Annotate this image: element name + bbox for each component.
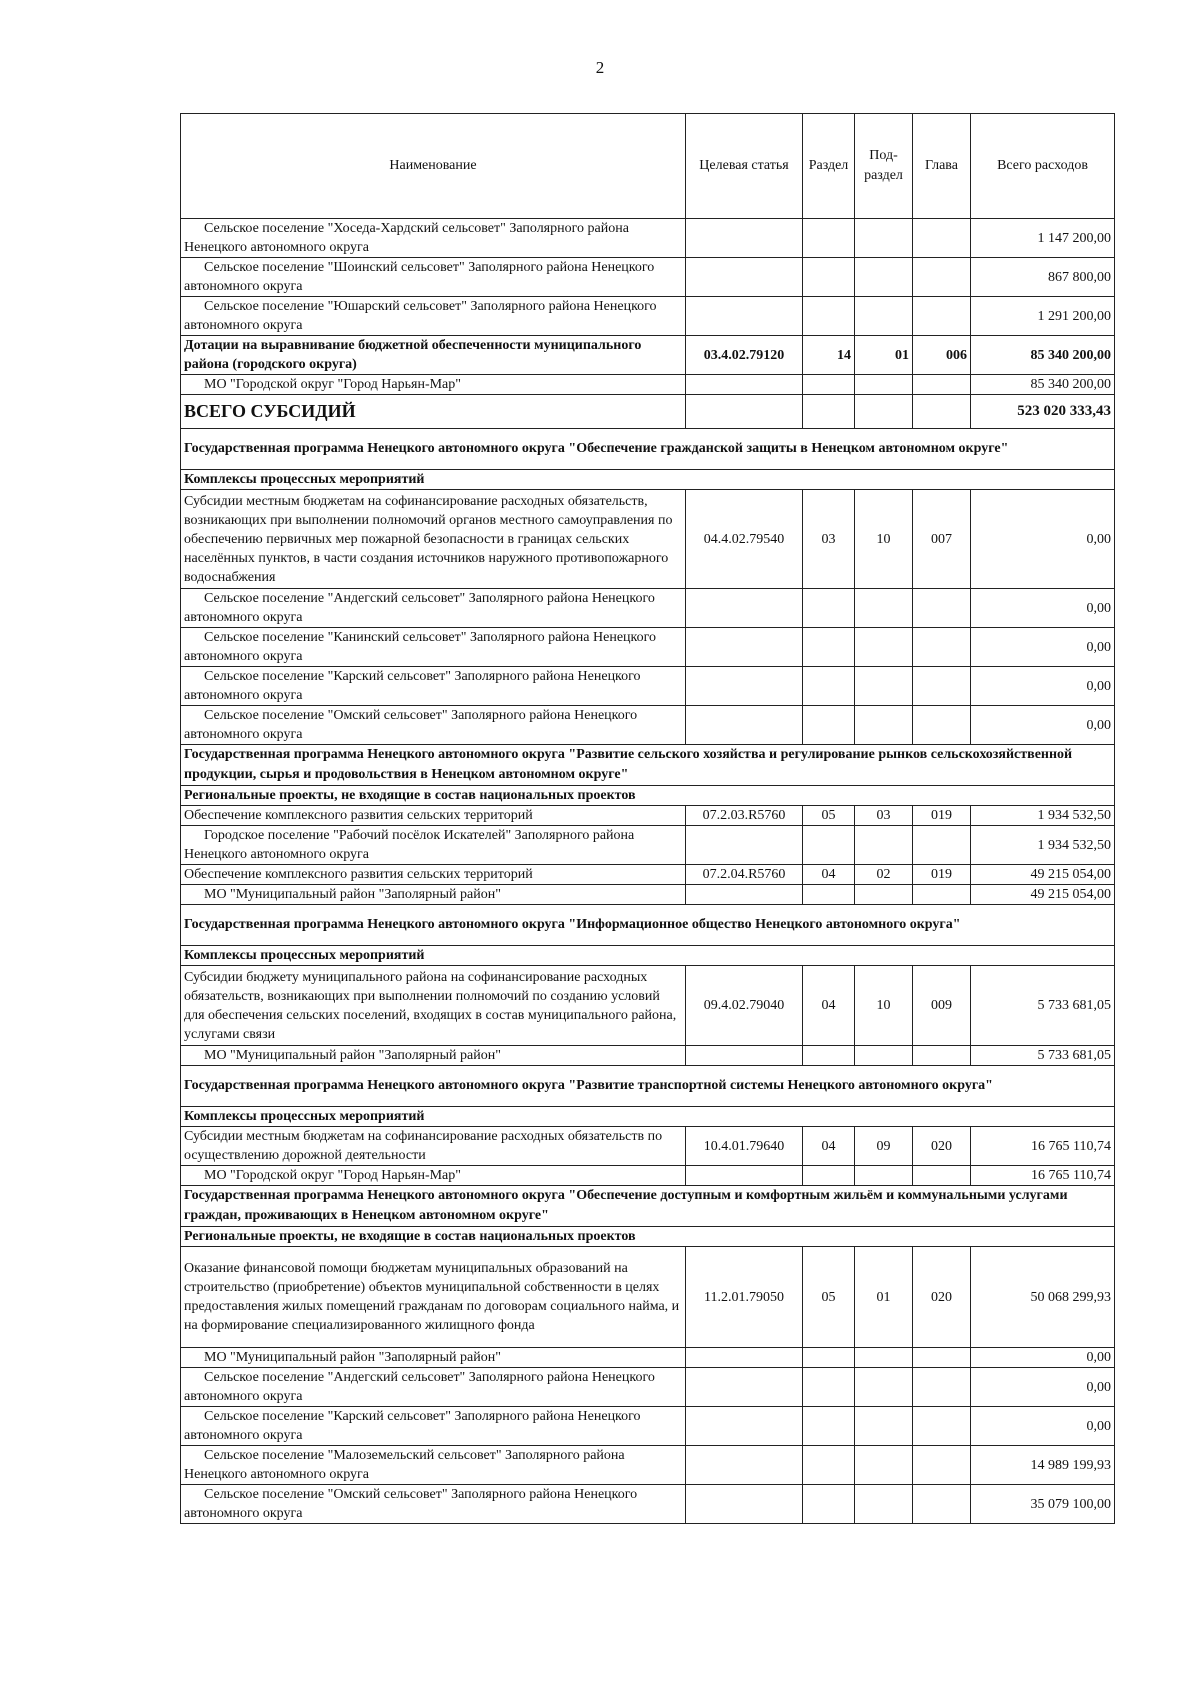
row-subsection [855, 667, 913, 706]
row-name: Сельское поселение "Омский сельсовет" Заполярного района Ненецкого автономного округа [184, 708, 638, 742]
row-subsection: 01 [855, 1247, 913, 1348]
row-name: Оказание финансовой помощи бюджетам муниципальных образований на строительство (приобретение) объектов муниципальной собственности в целях предоставления жилых помещений гражданам по договорам социального найма, и на формирование специализированного жилищного фонда [181, 1247, 686, 1348]
page-number: 2 [595, 58, 605, 77]
table-row [181, 885, 1115, 905]
table-header-row [181, 114, 1115, 219]
subsection-row [181, 946, 1115, 966]
row-section: 14 [803, 336, 855, 375]
row-chapter: 020 [913, 1127, 971, 1166]
table-row [181, 865, 1115, 885]
row-total: 49 215 054,00 [971, 885, 1115, 905]
row-target [686, 667, 803, 706]
row-name: Сельское поселение "Юшарский сельсовет" Заполярного района Ненецкого автономного округа [184, 299, 657, 333]
row-chapter [913, 706, 971, 745]
row-total: 0,00 [971, 1407, 1115, 1446]
row-name: Сельское поселение "Малоземельский сельсовет" Заполярного района Ненецкого автономного округа [184, 1448, 625, 1482]
row-subsection: 01 [855, 336, 913, 375]
row-total: 0,00 [971, 490, 1115, 589]
table-row [181, 589, 1115, 628]
table-row [181, 1348, 1115, 1368]
row-total: 16 765 110,74 [971, 1127, 1115, 1166]
table-row [181, 219, 1115, 258]
row-chapter [913, 1046, 971, 1066]
row-target [686, 297, 803, 336]
row-total: 0,00 [971, 628, 1115, 667]
table-row [181, 667, 1115, 706]
subsection-row [181, 1107, 1115, 1127]
row-section [803, 1368, 855, 1407]
row-target: 07.2.03.R5760 [686, 806, 803, 826]
row-total: 1 934 532,50 [971, 826, 1115, 865]
row-section [803, 375, 855, 395]
row-subsection [855, 1446, 913, 1485]
table-row [181, 806, 1115, 826]
row-section [803, 395, 855, 429]
row-name: Сельское поселение "Карский сельсовет" Заполярного района Ненецкого автономного округа [184, 1409, 641, 1443]
row-chapter [913, 395, 971, 429]
row-target [686, 258, 803, 297]
table-row [181, 966, 1115, 1046]
header-subsection: Под-раздел [855, 114, 913, 219]
table-row [181, 375, 1115, 395]
row-total: 0,00 [971, 589, 1115, 628]
row-total: 5 733 681,05 [971, 1046, 1115, 1066]
row-chapter [913, 1348, 971, 1368]
row-name: Сельское поселение "Карский сельсовет" Заполярного района Ненецкого автономного округа [184, 669, 641, 703]
row-name: Сельское поселение "Андегский сельсовет" Заполярного района Ненецкого автономного округа [184, 1370, 655, 1404]
row-total: 85 340 200,00 [971, 336, 1115, 375]
table-row [181, 258, 1115, 297]
row-target [686, 1368, 803, 1407]
row-chapter [913, 885, 971, 905]
row-subsection [855, 375, 913, 395]
row-total: 0,00 [971, 1348, 1115, 1368]
row-name: МО "Муниципальный район "Заполярный район" [204, 1048, 501, 1063]
row-section [803, 219, 855, 258]
row-target [686, 628, 803, 667]
row-section [803, 1485, 855, 1524]
table-row [181, 1368, 1115, 1407]
table-row [181, 706, 1115, 745]
row-section [803, 1348, 855, 1368]
row-name: МО "Городской округ "Город Нарьян-Мар" [204, 377, 461, 392]
row-target [686, 589, 803, 628]
header-chapter: Глава [913, 114, 971, 219]
row-section [803, 1446, 855, 1485]
row-total: 523 020 333,43 [971, 395, 1115, 429]
row-section: 05 [803, 806, 855, 826]
row-section [803, 706, 855, 745]
row-section [803, 628, 855, 667]
table-row [181, 1407, 1115, 1446]
row-subsection [855, 1485, 913, 1524]
row-target [686, 395, 803, 429]
program-title: Государственная программа Ненецкого автономного округа "Развитие транспортной системы Ненецкого автономного округа" [181, 1066, 1115, 1107]
row-target [686, 826, 803, 865]
row-subsection [855, 1348, 913, 1368]
row-name: МО "Муниципальный район "Заполярный район" [204, 887, 501, 902]
row-section [803, 1407, 855, 1446]
row-name: Субсидии бюджету муниципального района на софинансирование расходных обязательств, возникающих при выполнении полномочий по созданию условий для обеспечения сельских поселений, входящих в состав муниципального района, услугами связи [181, 966, 686, 1046]
program-title: Государственная программа Ненецкого автономного округа "Обеспечение гражданской защиты в Ненецком автономном округе" [181, 429, 1115, 470]
row-chapter [913, 1446, 971, 1485]
row-name: Дотации на выравнивание бюджетной обеспеченности муниципального района (городского округа) [181, 336, 686, 375]
row-target [686, 375, 803, 395]
header-section: Раздел [803, 114, 855, 219]
row-target [686, 885, 803, 905]
row-target [686, 1407, 803, 1446]
header-target: Целевая статья [686, 114, 803, 219]
row-section [803, 667, 855, 706]
row-subsection [855, 826, 913, 865]
row-target [686, 1446, 803, 1485]
row-name: Сельское поселение "Канинский сельсовет" Заполярного района Ненецкого автономного округа [184, 630, 657, 664]
table-row [181, 826, 1115, 865]
row-chapter [913, 375, 971, 395]
row-subsection: 10 [855, 966, 913, 1046]
row-subsection: 03 [855, 806, 913, 826]
row-section: 05 [803, 1247, 855, 1348]
row-chapter: 019 [913, 865, 971, 885]
row-target [686, 1348, 803, 1368]
row-section: 03 [803, 490, 855, 589]
row-target: 04.4.02.79540 [686, 490, 803, 589]
row-name: Субсидии местным бюджетам на софинансирование расходных обязательств по осуществлению дорожной деятельности [181, 1127, 686, 1166]
header-name: Наименование [181, 114, 686, 219]
row-subsection [855, 1166, 913, 1186]
row-chapter: 020 [913, 1247, 971, 1348]
row-total: 14 989 199,93 [971, 1446, 1115, 1485]
row-name: Сельское поселение "Андегский сельсовет" Заполярного района Ненецкого автономного округа [184, 591, 655, 625]
row-chapter [913, 628, 971, 667]
table-row [181, 1127, 1115, 1166]
table-row [181, 1166, 1115, 1186]
row-section [803, 1046, 855, 1066]
row-section: 04 [803, 966, 855, 1046]
row-total: 1 147 200,00 [971, 219, 1115, 258]
row-total: 0,00 [971, 1368, 1115, 1407]
row-subsection [855, 589, 913, 628]
row-total: 85 340 200,00 [971, 375, 1115, 395]
row-target: 07.2.04.R5760 [686, 865, 803, 885]
row-section: 04 [803, 865, 855, 885]
table-row [181, 336, 1115, 375]
header-total: Всего расходов [971, 114, 1115, 219]
row-subsection [855, 297, 913, 336]
subsection-title: Комплексы процессных мероприятий [181, 946, 1115, 966]
row-name: Обеспечение комплексного развития сельских территорий [181, 806, 686, 826]
row-target [686, 1166, 803, 1186]
table-row [181, 1485, 1115, 1524]
table-row [181, 628, 1115, 667]
row-target [686, 219, 803, 258]
row-target: 11.2.01.79050 [686, 1247, 803, 1348]
row-chapter [913, 589, 971, 628]
row-chapter: 007 [913, 490, 971, 589]
row-section [803, 297, 855, 336]
program-header-row [181, 1186, 1115, 1227]
table-row [181, 490, 1115, 589]
row-total: 35 079 100,00 [971, 1485, 1115, 1524]
program-header-row [181, 1066, 1115, 1107]
row-section [803, 258, 855, 297]
row-chapter [913, 258, 971, 297]
row-subsection [855, 395, 913, 429]
row-section [803, 589, 855, 628]
program-title: Государственная программа Ненецкого автономного округа "Обеспечение доступным и комфортным жильём и коммунальными услугами граждан, проживающих в Ненецком автономном округе" [181, 1186, 1115, 1227]
program-title: Государственная программа Ненецкого автономного округа "Развитие сельского хозяйства и регулирование рынков сельскохозяйственной продукции, сырья и продовольствия в Ненецком автономном округе" [181, 745, 1115, 786]
row-chapter [913, 297, 971, 336]
row-total: 0,00 [971, 667, 1115, 706]
subsection-title: Региональные проекты, не входящие в состав национальных проектов [181, 786, 1115, 806]
subsection-title: Комплексы процессных мероприятий [181, 1107, 1115, 1127]
row-subsection [855, 1407, 913, 1446]
row-total: 1 934 532,50 [971, 806, 1115, 826]
row-chapter: 006 [913, 336, 971, 375]
row-chapter [913, 1407, 971, 1446]
row-total: 5 733 681,05 [971, 966, 1115, 1046]
subsection-row [181, 1227, 1115, 1247]
row-name: Городское поселение "Рабочий посёлок Искателей" Заполярного района Ненецкого автономного округа [184, 828, 635, 862]
row-subsection: 10 [855, 490, 913, 589]
row-subsection [855, 219, 913, 258]
row-section [803, 1166, 855, 1186]
table-row [181, 1046, 1115, 1066]
row-chapter [913, 667, 971, 706]
row-total: 0,00 [971, 706, 1115, 745]
program-header-row [181, 905, 1115, 946]
row-name: МО "Городской округ "Город Нарьян-Мар" [204, 1168, 461, 1183]
subsection-row [181, 470, 1115, 490]
row-chapter [913, 1166, 971, 1186]
table-row [181, 297, 1115, 336]
row-chapter [913, 219, 971, 258]
row-total: 50 068 299,93 [971, 1247, 1115, 1348]
subsection-title: Региональные проекты, не входящие в состав национальных проектов [181, 1227, 1115, 1247]
row-target [686, 1485, 803, 1524]
row-chapter [913, 1485, 971, 1524]
row-subsection: 09 [855, 1127, 913, 1166]
row-name: Сельское поселение "Хоседа-Хардский сельсовет" Заполярного района Ненецкого автономного округа [184, 221, 629, 255]
table-row-total-subsidies [181, 395, 1115, 429]
row-subsection [855, 1368, 913, 1407]
row-subsection: 02 [855, 865, 913, 885]
row-name: Сельское поселение "Омский сельсовет" Заполярного района Ненецкого автономного округа [184, 1487, 638, 1521]
row-chapter: 009 [913, 966, 971, 1046]
program-title: Государственная программа Ненецкого автономного округа "Информационное общество Ненецкого автономного округа" [181, 905, 1115, 946]
row-name: Обеспечение комплексного развития сельских территорий [181, 865, 686, 885]
row-target: 03.4.02.79120 [686, 336, 803, 375]
row-section: 04 [803, 1127, 855, 1166]
row-target: 10.4.01.79640 [686, 1127, 803, 1166]
row-target [686, 1046, 803, 1066]
row-total: 1 291 200,00 [971, 297, 1115, 336]
row-name: Субсидии местным бюджетам на софинансирование расходных обязательств, возникающих при выполнении полномочий органов местного самоуправления по обеспечению первичных мер пожарной безопасности в границах сельских населённых пунктов, в части создания источников наружного противопожарного водоснабжения [181, 490, 686, 589]
row-target [686, 706, 803, 745]
subsection-title: Комплексы процессных мероприятий [181, 470, 1115, 490]
row-total: 867 800,00 [971, 258, 1115, 297]
row-chapter: 019 [913, 806, 971, 826]
row-subsection [855, 258, 913, 297]
row-subsection [855, 885, 913, 905]
budget-table [180, 113, 1115, 1524]
row-chapter [913, 1368, 971, 1407]
row-name: ВСЕГО СУБСИДИЙ [181, 395, 686, 429]
table-row [181, 1446, 1115, 1485]
row-chapter [913, 826, 971, 865]
subsection-row [181, 786, 1115, 806]
row-target: 09.4.02.79040 [686, 966, 803, 1046]
row-total: 16 765 110,74 [971, 1166, 1115, 1186]
row-section [803, 826, 855, 865]
row-total: 49 215 054,00 [971, 865, 1115, 885]
row-section [803, 885, 855, 905]
row-subsection [855, 628, 913, 667]
row-name: МО "Муниципальный район "Заполярный район" [204, 1350, 501, 1365]
row-name: Сельское поселение "Шоинский сельсовет" Заполярного района Ненецкого автономного округа [184, 260, 655, 294]
program-header-row [181, 745, 1115, 786]
row-subsection [855, 706, 913, 745]
table-row [181, 1247, 1115, 1348]
program-header-row [181, 429, 1115, 470]
row-subsection [855, 1046, 913, 1066]
